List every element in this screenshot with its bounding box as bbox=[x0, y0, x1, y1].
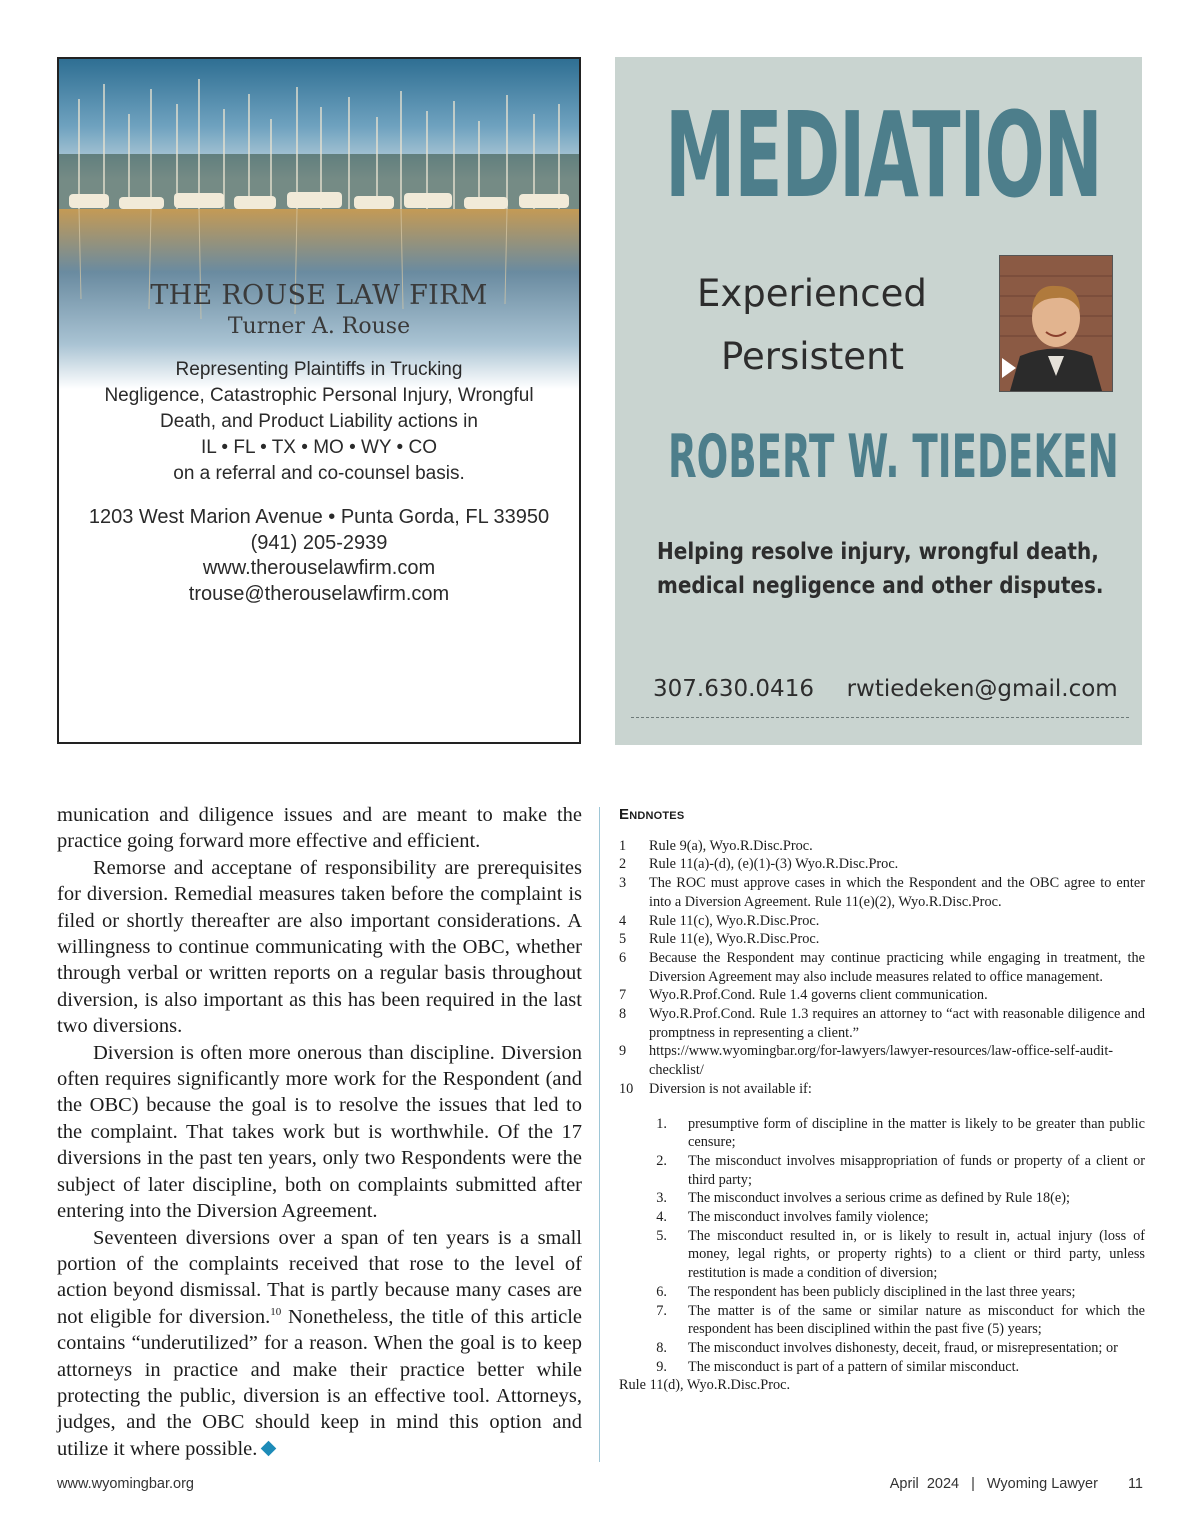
list-item-text: The misconduct involves dishonesty, deceit, fraud, or misrepresentation; or bbox=[688, 1339, 1118, 1356]
rouse-contact bbox=[59, 505, 579, 607]
mediation-quality-persistent: Persistent bbox=[721, 335, 905, 378]
list-item-text: The matter is of the same or similar nature as misconduct for which the respondent has been disciplined within the past five (5) years; bbox=[688, 1302, 1145, 1338]
endnote-number: 1 bbox=[619, 837, 627, 854]
mediator-name: ROBERT W. TIEDEKEN bbox=[668, 422, 1119, 492]
list-item-number: 2. bbox=[656, 1152, 667, 1169]
list-item bbox=[619, 1189, 1145, 1208]
mediation-desc-line: medical negligence and other disputes. bbox=[657, 573, 1104, 599]
endnote-number: 5 bbox=[619, 931, 627, 948]
endnote-item bbox=[619, 1005, 1145, 1042]
endnote-item bbox=[619, 912, 1145, 931]
column-divider bbox=[599, 807, 600, 1462]
endnote-text: The ROC must approve cases in which the Respondent and the OBC agree to enter into a Diversion Agreement. Rule 11(e)(2), Wyo.R.Disc.Proc. bbox=[649, 875, 1145, 910]
endnote-number: 7 bbox=[619, 987, 627, 1004]
endnote-number: 8 bbox=[619, 1006, 627, 1023]
footer-issue-info bbox=[890, 1476, 1143, 1492]
list-item-number: 6. bbox=[656, 1283, 667, 1300]
article-paragraph: Remorse and acceptane of responsibility are prerequisites for diversion. Remedial measures taken before the complaint is filed or shortly thereafter are also important considerations. A willingness to continue communicating with the OBC, whether through verbal or written reports on a regular basis throughout diversion, is also important as this has been required in the last two diversions. bbox=[57, 856, 582, 1038]
endnote-text: Because the Respondent may continue practicing while engaging in treatment, the Diversion Agreement may also include measures related to office management. bbox=[649, 949, 1145, 985]
article-paragraph: munication and diligence issues and are meant to make the practice going forward more effective and efficient. bbox=[57, 804, 582, 853]
endnote-text: Rule 9(a), Wyo.R.Disc.Proc. bbox=[649, 837, 813, 854]
rouse-practice-description bbox=[59, 357, 579, 487]
endnote-item bbox=[619, 1080, 1145, 1099]
footer-publication: Wyoming Lawyer bbox=[986, 1476, 1098, 1492]
article-body bbox=[57, 802, 582, 1462]
rouse-desc-line: Negligence, Catastrophic Personal Injury, Wrongful bbox=[104, 385, 534, 406]
footer-issue-date: April 2024 bbox=[889, 1476, 960, 1492]
endnote-text: Wyo.R.Prof.Cond. Rule 1.3 requires an attorney to “act with reasonable diligence and promptness in representing a client.” bbox=[649, 1006, 1145, 1041]
endnote-reference-10[interactable]: 10 bbox=[270, 1305, 282, 1318]
endnotes-heading: Endnotes bbox=[619, 806, 685, 823]
article-paragraph: Diversion is often more onerous than discipline. Diversion often requires significantly more work for the Respondent (and the OBC) because the goal is to resolve the issues that led to the complaint. That takes work but is worthwhile. Of the 17 diversions in the past ten years, only two Respondents were the subject of later discipline, both on complaints submitted after entering into the Diversion Agreement. bbox=[57, 1041, 582, 1223]
list-item bbox=[619, 1339, 1145, 1358]
endnote-item bbox=[619, 949, 1145, 986]
endnote-link[interactable]: https://www.wyomingbar.org/for-lawyers/lawyer-resources/law-office-self-audit-checklist/ bbox=[649, 1043, 1114, 1079]
list-item-number: 3. bbox=[656, 1190, 667, 1207]
mediation-phone: 307.630.0416 bbox=[653, 676, 814, 702]
list-item-text: The misconduct resulted in, or is likely to result in, actual injury (loss of money, legal rights, or property rights) to a client or third party, unless restitution is made a condition of diversion; bbox=[688, 1227, 1145, 1282]
article-paragraph bbox=[57, 1225, 582, 1463]
rouse-email[interactable]: trouse@therouselawfirm.com bbox=[188, 582, 450, 605]
mediation-ad bbox=[615, 57, 1142, 745]
endnotes-section bbox=[619, 806, 1145, 1395]
list-item bbox=[619, 1115, 1145, 1152]
rouse-firm-name: THE ROUSE LAW FIRM bbox=[150, 280, 488, 311]
mediator-portrait-photo bbox=[999, 255, 1113, 392]
list-item bbox=[619, 1302, 1145, 1339]
footer-separator: | bbox=[971, 1476, 975, 1492]
mediation-quality-experienced: Experienced bbox=[697, 272, 927, 315]
rouse-ad-text bbox=[59, 279, 579, 607]
list-item-text: The respondent has been publicly disciplined in the last three years; bbox=[688, 1283, 1076, 1300]
endnote-text: Rule 11(a)-(d), (e)(1)-(3) Wyo.R.Disc.Proc. bbox=[649, 856, 899, 873]
endnote-text: Rule 11(c), Wyo.R.Disc.Proc. bbox=[649, 912, 820, 929]
page-number: 11 bbox=[1127, 1476, 1143, 1492]
mediation-contact bbox=[653, 674, 1118, 704]
endnote-item bbox=[619, 874, 1145, 911]
list-item-text: presumptive form of discipline in the matter is likely to be greater than public censure; bbox=[688, 1115, 1145, 1151]
list-item-number: 9. bbox=[656, 1358, 667, 1375]
rouse-states: IL • FL • TX • MO • WY • CO bbox=[201, 437, 437, 458]
endnote-number: 9 bbox=[619, 1043, 627, 1060]
mediation-email[interactable]: rwtiedeken@gmail.com bbox=[846, 676, 1118, 702]
rouse-law-firm-ad bbox=[57, 57, 581, 744]
list-item-text: The misconduct involves a serious crime as defined by Rule 18(e); bbox=[688, 1190, 1070, 1207]
endnote-item bbox=[619, 855, 1145, 874]
rouse-desc-line: Representing Plaintiffs in Trucking bbox=[175, 359, 463, 380]
rouse-desc-line: Death, and Product Liability actions in bbox=[160, 411, 478, 432]
end-of-article-diamond-icon bbox=[261, 1440, 277, 1456]
list-item-number: 5. bbox=[656, 1227, 667, 1244]
rule-citation: Rule 11(d), Wyo.R.Disc.Proc. bbox=[619, 1377, 791, 1394]
rouse-website[interactable]: www.therouselawfirm.com bbox=[202, 557, 436, 579]
list-item-number: 4. bbox=[656, 1209, 667, 1226]
endnote-item bbox=[619, 930, 1145, 949]
list-item-number: 7. bbox=[656, 1302, 667, 1319]
list-item bbox=[619, 1227, 1145, 1283]
rouse-attorney-name: Turner A. Rouse bbox=[227, 314, 411, 339]
endnote-number: 10 bbox=[619, 1080, 634, 1097]
list-item-number: 1. bbox=[656, 1115, 667, 1132]
endnote-number: 2 bbox=[619, 856, 627, 873]
endnote-text: Diversion is not available if: bbox=[649, 1080, 812, 1097]
rouse-address: 1203 West Marion Avenue • Punta Gorda, FL 33950 bbox=[88, 506, 550, 528]
mediation-dashed-border bbox=[631, 717, 1129, 718]
article-text: Seventeen diversions over a span of ten years is a small portion of the complaints received that rose to the level of action beyond dismissal. That is partly because many cases are not eligible for diversion. bbox=[57, 1226, 582, 1328]
list-item bbox=[619, 1208, 1145, 1227]
rouse-desc-line: on a referral and co-counsel basis. bbox=[173, 463, 465, 484]
endnote-item bbox=[619, 837, 1145, 856]
diversion-exclusion-list bbox=[619, 1115, 1145, 1377]
endnote-number: 3 bbox=[619, 875, 627, 892]
mediation-title: MEDIATION bbox=[665, 86, 1102, 224]
list-item-text: The misconduct involves family violence; bbox=[688, 1209, 929, 1226]
list-item bbox=[619, 1152, 1145, 1189]
endnote-item bbox=[619, 986, 1145, 1005]
list-item-text: The misconduct involves misappropriation of funds or property of a client or third party; bbox=[688, 1152, 1145, 1188]
endnote-text: Rule 11(e), Wyo.R.Disc.Proc. bbox=[649, 931, 820, 948]
footer-website[interactable]: www.wyomingbar.org bbox=[57, 1476, 194, 1492]
endnote-text: Wyo.R.Prof.Cond. Rule 1.4 governs client communication. bbox=[649, 987, 988, 1004]
list-item bbox=[619, 1358, 1145, 1377]
list-item-number: 8. bbox=[656, 1339, 667, 1356]
mediation-desc-line: Helping resolve injury, wrongful death, bbox=[657, 539, 1099, 565]
portrait-image bbox=[1000, 256, 1112, 391]
mediation-description bbox=[657, 535, 1104, 603]
list-item-text: The misconduct is part of a pattern of similar misconduct. bbox=[688, 1358, 1020, 1375]
rouse-phone: (941) 205-2939 bbox=[250, 531, 388, 554]
list-item bbox=[619, 1283, 1145, 1302]
endnote-number: 4 bbox=[619, 912, 627, 929]
endnote-number: 6 bbox=[619, 949, 627, 966]
endnote-item bbox=[619, 1042, 1145, 1079]
article-text: Nonetheless, the title of this article contains “underutilized” for a reason. When the goal is to keep attorneys in practice and make their practice better while protecting the public, diversion is an effective tool. Attorneys, judges, and the OBC should keep in mind this option and utilize it where possible. bbox=[57, 1305, 582, 1460]
